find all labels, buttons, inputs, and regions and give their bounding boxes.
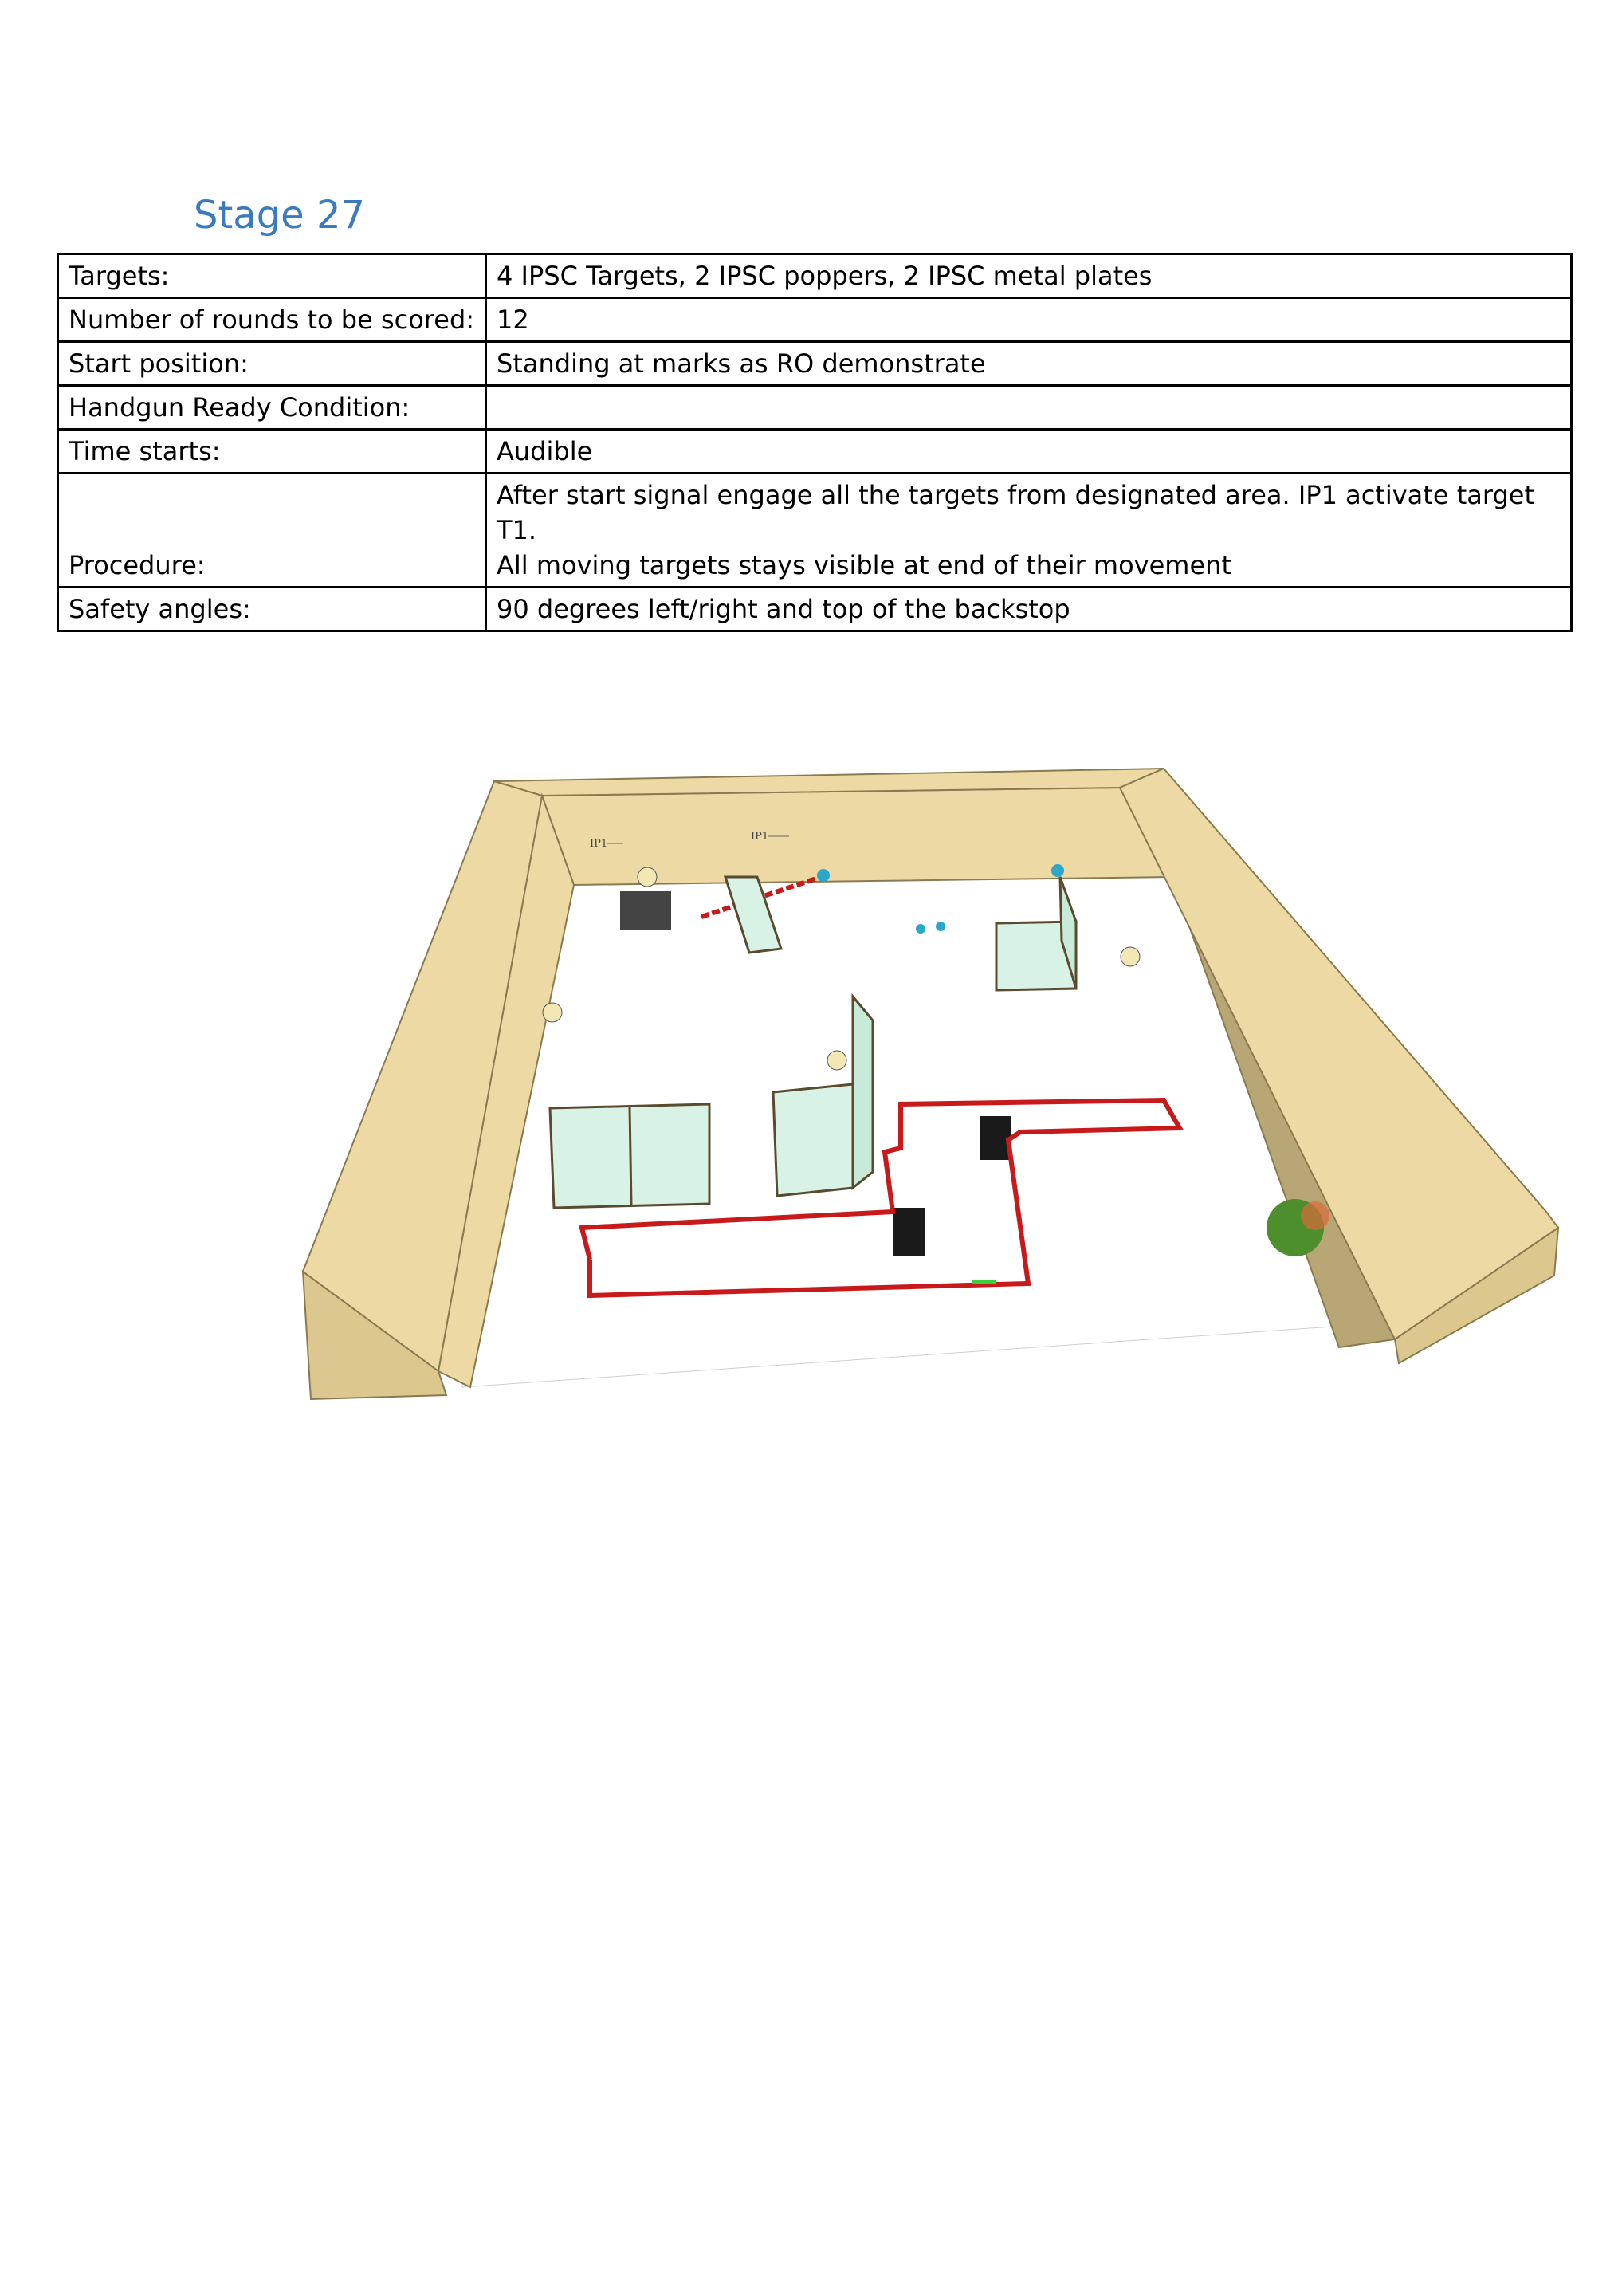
- procedure-line: All moving targets stays visible at end of their movement: [497, 550, 1231, 580]
- procedure-line: After start signal engage all the targets from designated area. IP1 activate target T1.: [497, 480, 1534, 545]
- row-label: Safety angles:: [58, 588, 486, 631]
- glass-wall: [773, 1084, 853, 1196]
- back-wall-face: [542, 788, 1172, 885]
- popper-icon: [817, 869, 830, 882]
- barrel-stack: [893, 1208, 925, 1256]
- ip1-label: IP1: [590, 838, 608, 850]
- ipsc-target-icon: [1121, 947, 1140, 966]
- table-row: [58, 474, 1572, 588]
- table-row: [58, 254, 1572, 298]
- start-mark: [972, 1280, 996, 1284]
- moving-target-box: [620, 891, 671, 930]
- row-value: Audible: [486, 430, 1572, 474]
- table-row: [58, 430, 1572, 474]
- ipsc-target-icon: [543, 1003, 562, 1022]
- metal-plate-icon: [916, 924, 925, 934]
- row-label: Handgun Ready Condition:: [58, 386, 486, 430]
- page-title: Stage 27: [194, 193, 366, 238]
- no-shoot-target-icon: [827, 1051, 846, 1070]
- row-label: Start position:: [58, 342, 486, 386]
- row-value: 12: [486, 298, 1572, 342]
- row-label: Procedure:: [58, 474, 486, 588]
- glass-wall-divider: [630, 1107, 631, 1205]
- table-row: [58, 386, 1572, 430]
- stage-diagram: [279, 757, 1570, 1411]
- row-value: [486, 474, 1572, 588]
- table-row: [58, 298, 1572, 342]
- glass-wall: [853, 997, 873, 1188]
- ipsc-target-icon: [638, 867, 657, 887]
- row-label: Number of rounds to be scored:: [58, 298, 486, 342]
- ip1-label: IP1: [751, 831, 769, 843]
- popper-icon: [1051, 864, 1064, 877]
- stage-info-table: [57, 253, 1573, 632]
- table-row: [58, 342, 1572, 386]
- row-label: Targets:: [58, 254, 486, 298]
- metal-plate-icon: [936, 922, 945, 931]
- bush-flowers-icon: [1301, 1201, 1329, 1230]
- row-value: Standing at marks as RO demonstrate: [486, 342, 1572, 386]
- row-value: 4 IPSC Targets, 2 IPSC poppers, 2 IPSC metal plates: [486, 254, 1572, 298]
- row-label: Time starts:: [58, 430, 486, 474]
- table-row: [58, 588, 1572, 631]
- barrel-stack: [980, 1116, 1011, 1160]
- row-value: [486, 386, 1572, 430]
- row-value: 90 degrees left/right and top of the backstop: [486, 588, 1572, 631]
